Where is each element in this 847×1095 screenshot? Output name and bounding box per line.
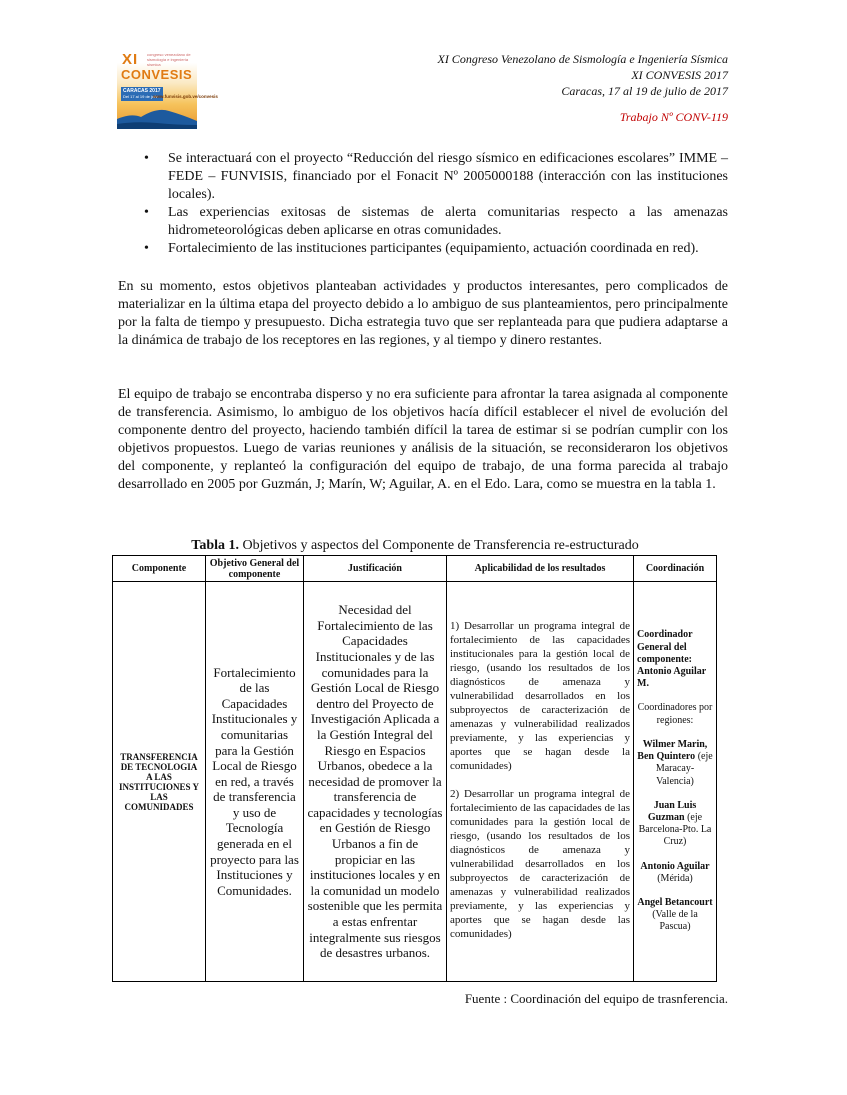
col-header: Justificación [304, 556, 447, 582]
coordinator-entry: Juan Luis Guzman (eje Barcelona-Pto. La Cruz) [638, 799, 712, 848]
bullet-item: • Se interactuará con el proyecto “Reducción del riesgo sísmico en edificaciones escolares” IMME – FEDE – FUNVISIS, financiado por el Fonacit Nº 2005000188 (interacción con las instituciones locales). [144, 151, 728, 202]
aplicabilidad-item: 1) Desarrollar un programa integral de fortalecimiento de las capacidades institucionales para la gestión local de riesgo, (usando los resultados de los diagnósticos de amenaza y vulnerabilidad desarrollados en los subproyectos de caracterización de amenazas y vulnerabilidad realizados previamente, y las experiencias y aportes que se hagan desde la comunidades) [450, 619, 630, 772]
cell-coordinacion [634, 582, 717, 982]
table-caption: Tabla 1. Objetivos y aspectos del Componente de Transferencia re-estructurado [191, 538, 639, 553]
paragraph: El equipo de trabajo se encontraba disperso y no era suficiente para afrontar la tarea asignada al componente de transferencia. Asimismo, lo ambiguo de los objetivos hacía difícil establecer el nivel de evolución del componente dentro del proyecto, haciendo también difícil la tarea de estimar si se podrían cumplir con los objetivos propuestos. Luego de varias reuniones y análisis de la situación, se reconsideraron los objetivos del componente, y replanteó la configuración del equipo de trabajo, de una forma parecida al trabajo desarrollado en 2005 por Guzmán, J; Marín, W; Aguilar, A. en el Edo. Lara, como se muestra en la tabla 1. [118, 387, 728, 492]
header-date: Caracas, 17 al 19 de julio de 2017 [561, 84, 728, 98]
logo-website: www.funvisis.gob.ve/convesis [153, 94, 218, 99]
logo-xi: XI [122, 51, 139, 68]
bullet-icon: • [144, 241, 149, 256]
table-row [113, 582, 717, 982]
mountain-graphic [117, 101, 197, 129]
coordinadores-label: Coordinadores por regiones: [637, 702, 713, 726]
bullet-icon: • [144, 205, 149, 220]
cell-componente: TRANSFERENCIA DE TECNOLOGIA A LAS INSTITUCIONES Y LAS COMUNIDADES [113, 582, 206, 982]
convesis-logo [117, 46, 218, 129]
header-convesis: XI CONVESIS 2017 [631, 68, 728, 82]
coordinador-general: Coordinador General del componente: Antonio Aguilar M. [637, 629, 706, 690]
aplicabilidad-item: 2) Desarrollar un programa integral de fortalecimiento de las capacidades de las comunidades para la gestión local de riesgo, (usando los resultados de los diagnósticos de amenaza y vulnerabilidad desarrollados en los subproyectos de caracterización de amenazas y vulnerabilidad realizados previamente, y las experiencias y aportes que se hagan desde las comunidades) [450, 787, 630, 940]
cell-justificacion: Necesidad del Fortalecimiento de las Capacidades Institucionales y de las comunidades para la Gestión Local de Riesgo dentro del Proyecto de Investigación Aplicada a la Gestión Integral del Riesgo en Espacios Urbanos, obedece a la necesidad de promover la transferencia de capacidades y tecnologías en Gestión de Riesgo Urbanos a fin de propiciar en las instituciones locales y en la comunidad un modelo sostenible que les permita a estas enfrentar integralmente sus riesgos de desastres urbanos. [304, 582, 447, 982]
document-header [437, 51, 728, 125]
bullet-item: • Fortalecimiento de las instituciones participantes (equipamiento, actuación coordinada en red). [144, 241, 699, 256]
bullet-item: • Las experiencias exitosas de sistemas de alerta comunitarias respecto a las amenazas hidrometeorológicas deben aplicarse en otras comunidades. [144, 205, 728, 238]
logo-convesis: CONVESIS [121, 67, 193, 82]
logo-tagline: congreso venezolano de sismología e ingeniería sísmica [147, 52, 191, 67]
bullet-icon: • [144, 151, 149, 166]
logo-caracas: CARACAS 2017 Del 17 al 19 de julio [123, 88, 161, 99]
col-header: Objetivo General del componente [206, 556, 304, 582]
table-source: Fuente : Coordinación del equipo de trasnferencia. [464, 991, 728, 1006]
header-trabajo: Trabajo Nº CONV-119 [619, 110, 728, 124]
col-header: Coordinación [634, 556, 717, 582]
cell-aplicabilidad [447, 582, 634, 982]
col-header: Componente [113, 556, 206, 582]
cell-objetivo: Fortalecimiento de las Capacidades Institucionales y comunitarias para la Gestión Local de Riesgo en red, a través de transferencia y uso de Tecnología generada en el proyecto para las Instituciones y Comunidades. [206, 582, 304, 982]
col-header: Aplicabilidad de los resultados [447, 556, 634, 582]
coordinator-entry: Angel Betancourt (Valle de la Pascua) [637, 896, 713, 933]
coordinator-entry: Antonio Aguilar (Mérida) [640, 860, 710, 884]
paragraph: En su momento, estos objetivos planteaban actividades y productos interesantes, pero complicados de materializar en la última etapa del proyecto debido a lo ambiguo de sus planteamientos, pero principalmente por la falta de tiempo y presupuesto. Dicha estrategia tuvo que ser replanteada para que pudiera adaptarse a la dinámica de trabajo de los receptores en las regiones, y al tiempo y dinero restantes. [118, 279, 728, 348]
table-header-row [113, 556, 717, 582]
objectives-table [112, 555, 717, 982]
header-congress: XI Congreso Venezolano de Sismología e Ingeniería Sísmica [437, 52, 728, 66]
bullet-list [118, 150, 728, 258]
coordinator-entry: Wilmer Marin, Ben Quintero (eje Maracay-Valencia) [637, 738, 713, 787]
